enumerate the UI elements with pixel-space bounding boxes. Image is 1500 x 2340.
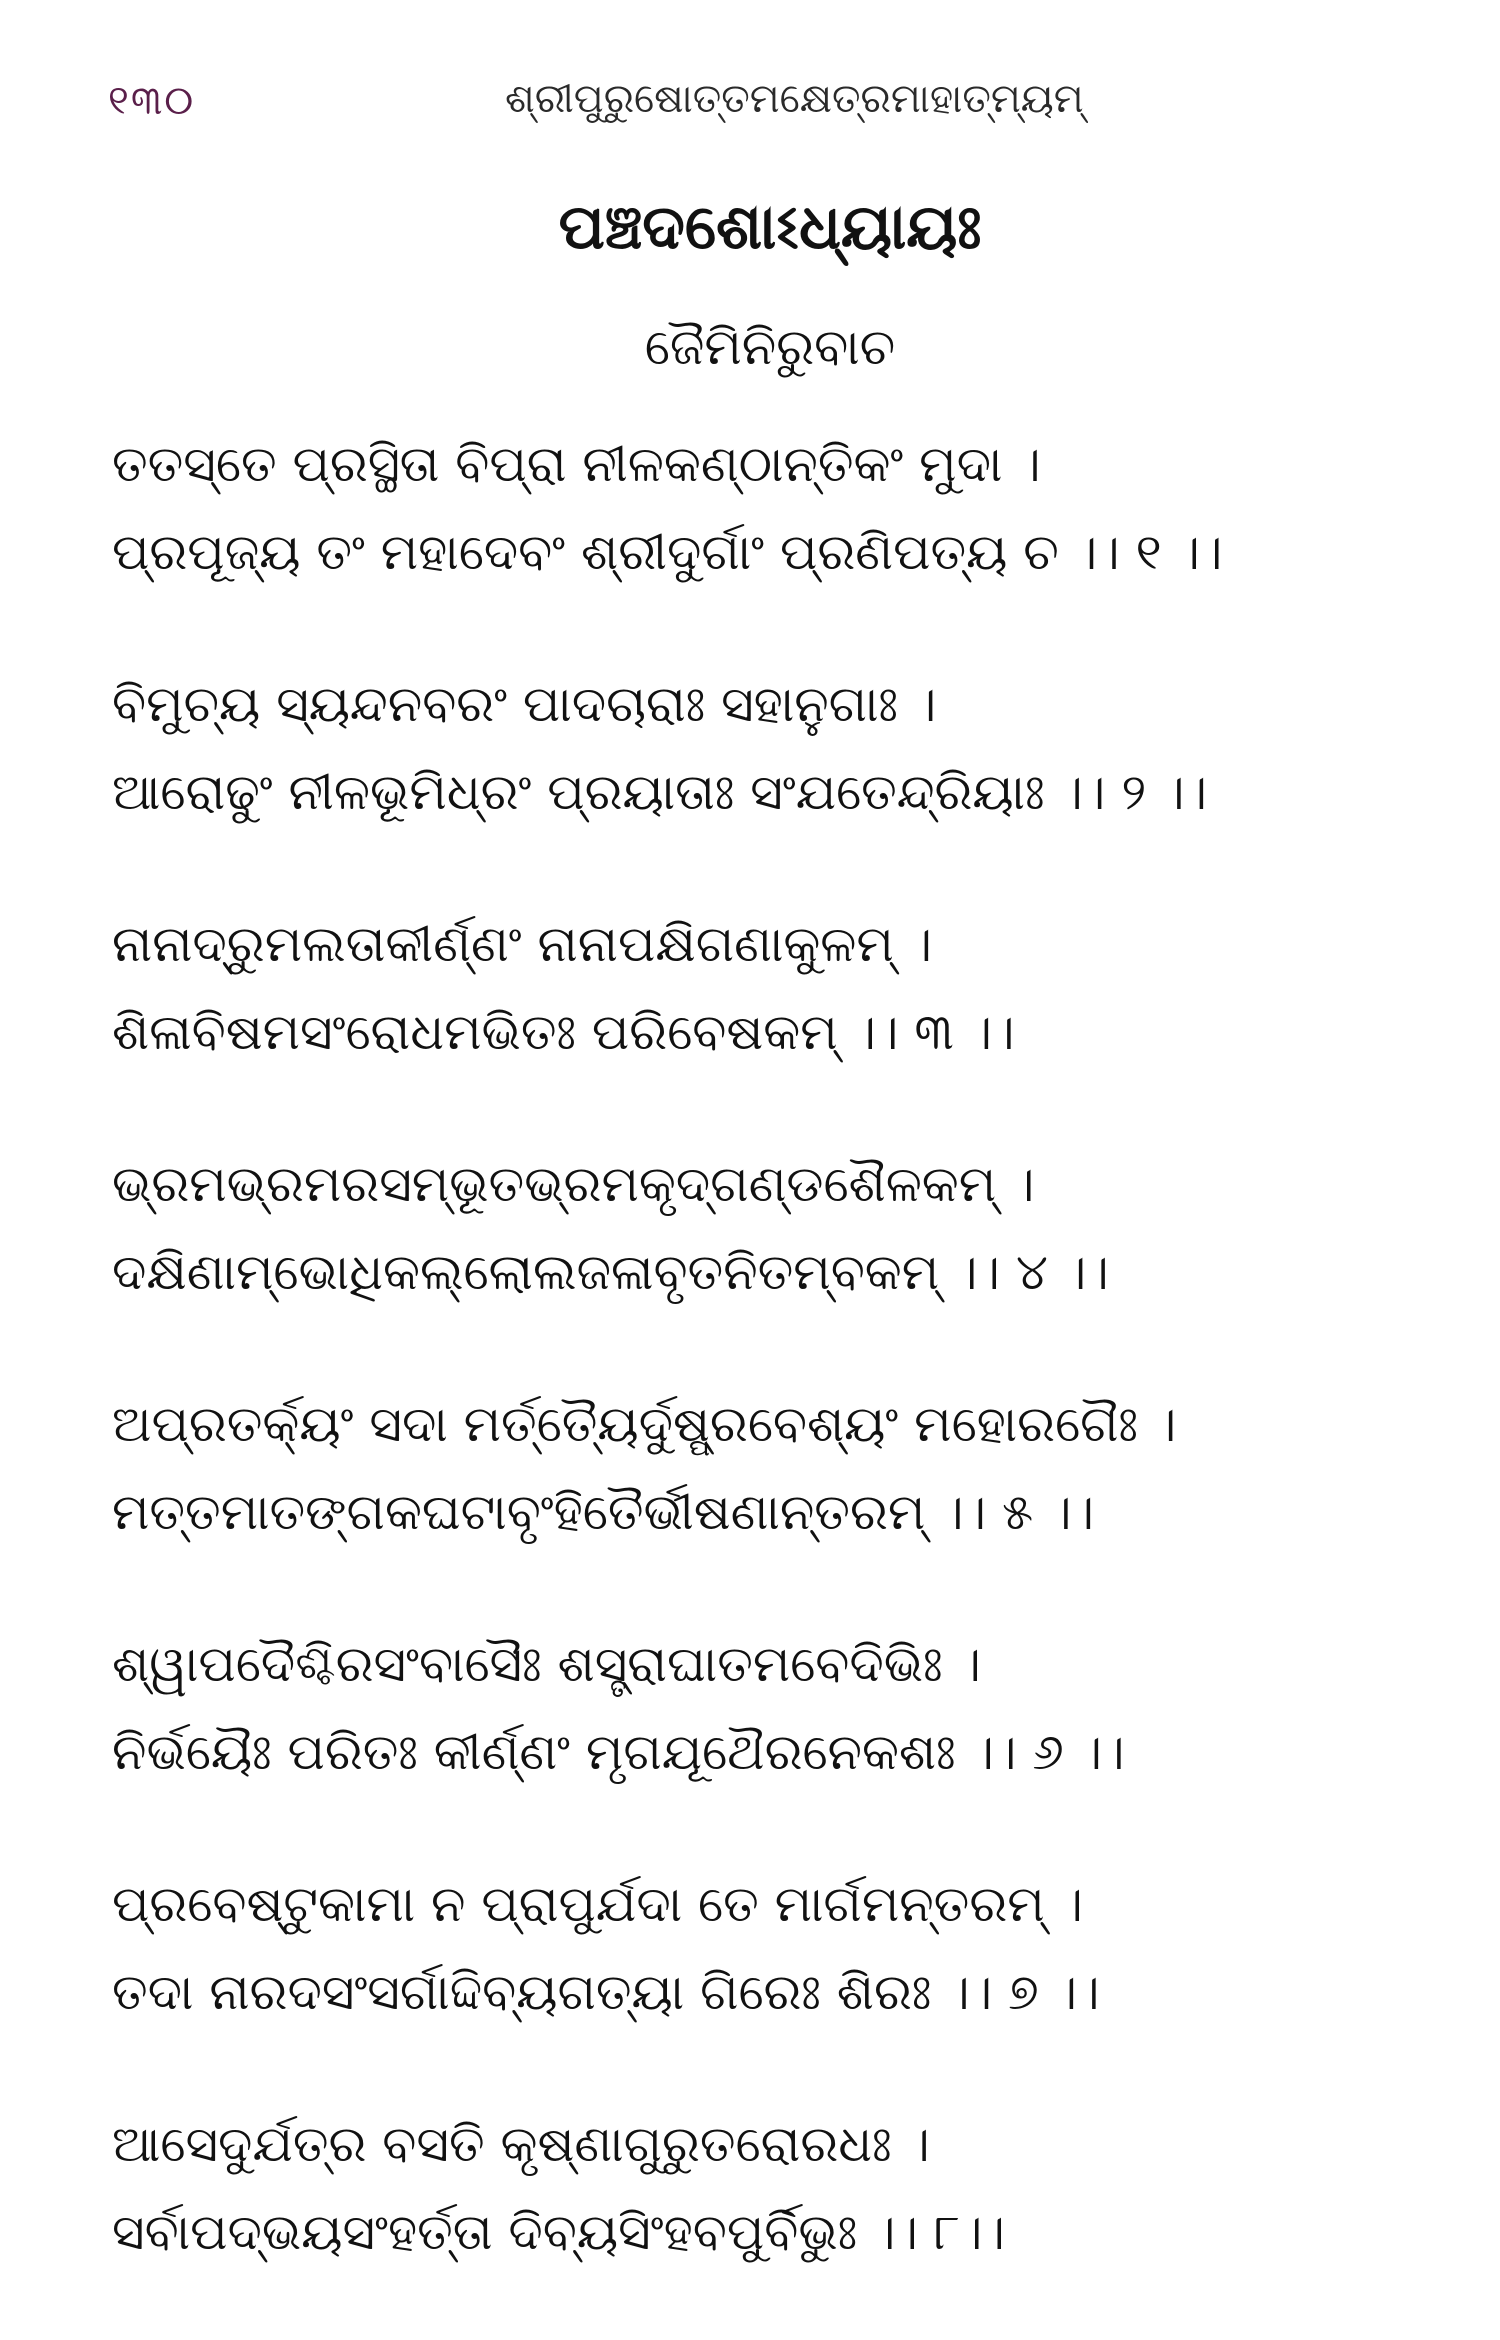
- verse-line: ବିମୁଚ୍ୟ ସ୍ୟନ୍ଦନବରଂ ପାଦଚାରାଃ ସହାନୁଗାଃ ।: [112, 675, 937, 733]
- verse-line: ଭ୍ରମଭ୍ରମରସମ୍ଭୂତଭ୍ରମକୃଦ୍ଗଣ୍ଡଶୈଳକମ୍ ।: [112, 1155, 1035, 1213]
- running-title: ଶ୍ରୀପୁରୁଷୋତ୍ତମକ୍ଷେତ୍ରମାହାତ୍ମ୍ୟମ୍: [505, 76, 1084, 122]
- verse-line: ପ୍ରପୂଜ୍ୟ ତଂ ମହାଦେବଂ ଶ୍ରୀଦୁର୍ଗାଂ ପ୍ରଣିପତ୍ୟ ଚ ।। ୧ ।।: [112, 523, 1223, 581]
- chapter-title: ପଞ୍ଚଦଶୋଽଧ୍ୟାୟଃ: [558, 190, 982, 263]
- verse-1: [112, 420, 1442, 596]
- verse-line: ସର୍ବାପଦ୍ଭୟସଂହର୍ତ୍ତା ଦିବ୍ୟସିଂହବପୁର୍ବିଭୁଃ ।। ୮।।: [112, 2203, 1006, 2261]
- verse-7: [112, 1860, 1442, 2036]
- verse-line: ଆସେଦୁର୍ଯତ୍ର ବସତି କୃଷ୍ଣାଗୁରୁତରୋରଧଃ ।: [112, 2115, 930, 2173]
- verse-2: [112, 660, 1442, 836]
- verse-line: ନିର୍ଭୟୈଃ ପରିତଃ କୀର୍ଣ୍ଣଂ ମୃଗଯୂଥୈରନେକଶଃ ।। ୬ ।।: [112, 1723, 1125, 1781]
- verse-line: ନାନାଦ୍ରୁମଲତାକୀର୍ଣ୍ଣଂ ନାନାପକ୍ଷିଗଣାକୁଳମ୍ ।: [112, 915, 933, 973]
- verse-line: ତତସ୍ତେ ପ୍ରସ୍ଥିତା ବିପ୍ରା ନୀଳକଣ୍ଠାନ୍ତିକଂ ମୁଦା ।: [112, 435, 1041, 493]
- verse-8: [112, 2100, 1442, 2276]
- verse-line: ଆରୋଢୁଂ ନୀଳଭୂମିଧ୍ରଂ ପ୍ରୟାତାଃ ସଂଯତେନ୍ଦ୍ରିୟାଃ ।। ୨ ।।: [112, 763, 1208, 821]
- verse-4: [112, 1140, 1442, 1316]
- verse-line: ଦକ୍ଷିଣାମ୍ଭୋଧିକଲ୍ଲୋଲଜଳାବୃତନିତମ୍ବକମ୍ ।। ୪ ।।: [112, 1243, 1109, 1301]
- verse-5: [112, 1380, 1442, 1556]
- speaker-heading: ଜୈମିନିରୁବାଚ: [644, 318, 896, 376]
- verse-list: [112, 420, 1442, 2340]
- verse-line: ଶିଳାବିଷମସଂରୋଧମଭିତଃ ପରିବେଷକମ୍ ।। ୩ ।।: [112, 1003, 1015, 1061]
- page-number: ୧୩୦: [108, 78, 196, 124]
- verse-line: ମତ୍ତମାତଙ୍ଗକଘଟାବୃଂହିତୈର୍ଭୀଷଣାନ୍ତରମ୍ ।। ୫ ।।: [112, 1483, 1095, 1541]
- verse-line: ଶ୍ୱାପଦୈଶ୍ଚିରସଂବାସୈଃ ଶସ୍ତ୍ରାଘାତମବେଦିଭିଃ ।: [112, 1635, 981, 1693]
- verse-line: ପ୍ରବେଷ୍ଟୁକାମା ନ ପ୍ରାପୁର୍ଯଦା ତେ ମାର୍ଗମନ୍ତରମ୍ ।: [112, 1875, 1084, 1933]
- verse-line: ଅପ୍ରତର୍କ୍ୟଂ ସଦା ମର୍ତ୍ତ୍ୟୈର୍ଦୁଷ୍ପ୍ରବେଶ୍ୟଂ ମହୋରଗୈଃ ।: [112, 1395, 1177, 1453]
- verse-6: [112, 1620, 1442, 1796]
- verse-3: [112, 900, 1442, 1076]
- verse-line: ତଦା ନାରଦସଂସର୍ଗାଦ୍ଦିବ୍ୟଗତ୍ୟା ଗିରେଃ ଶିରଃ ।। ୭ ।।: [112, 1963, 1100, 2021]
